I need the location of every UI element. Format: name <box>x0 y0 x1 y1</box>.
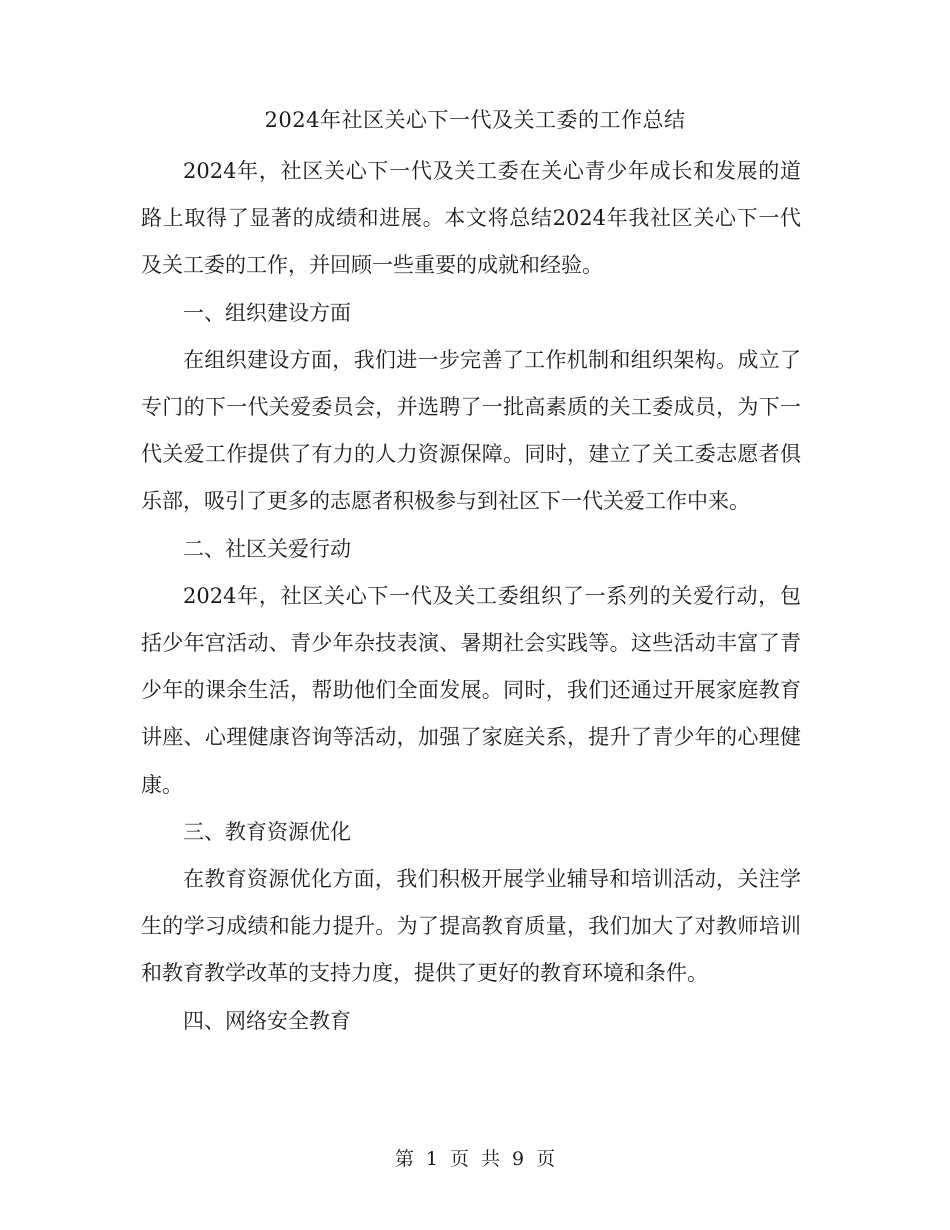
section-paragraph-care-actions: 2024年，社区关心下一代及关工委组织了一系列的关爱行动，包括少年宫活动、青少年杂技表演、暑期社会实践等。这些活动丰富了青少年的课余生活，帮助他们全面发展。同时，我们还通过开展家庭教育讲座、心理健康咨询等活动，加强了家庭关系，提升了青少年的心理健康。 <box>141 583 801 797</box>
section-paragraph-organization: 在组织建设方面，我们进一步完善了工作机制和组织架构。成立了专门的下一代关爱委员会，并选聘了一批高素质的关工委成员，为下一代关爱工作提供了有力的人力资源保障。同时，建立了关工委志愿者俱乐部，吸引了更多的志愿者积极参与到社区下一代关爱工作中来。 <box>141 347 801 514</box>
section-heading-care-actions: 二、社区关爱行动 <box>183 536 351 561</box>
document-body <box>141 148 801 1045</box>
section-heading-education-resources: 三、教育资源优化 <box>183 819 351 844</box>
section-paragraph-education-resources: 在教育资源优化方面，我们积极开展学业辅导和培训活动，关注学生的学习成绩和能力提升。为了提高教育质量，我们加大了对教师培训和教育教学改革的支持力度，提供了更好的教育环境和条件。 <box>141 867 801 986</box>
section-heading-organization: 一、组织建设方面 <box>183 300 351 325</box>
page-number-footer: 第 1 页 共 9 页 <box>394 1148 556 1170</box>
section-heading-network-safety: 四、网络安全教育 <box>183 1008 351 1033</box>
document-title: 2024年社区关心下一代及关工委的工作总结 <box>264 108 686 132</box>
intro-paragraph: 2024年，社区关心下一代及关工委在关心青少年成长和发展的道路上取得了显著的成绩和进展。本文将总结2024年我社区关心下一代及关工委的工作，并回顾一些重要的成就和经验。 <box>141 159 801 278</box>
